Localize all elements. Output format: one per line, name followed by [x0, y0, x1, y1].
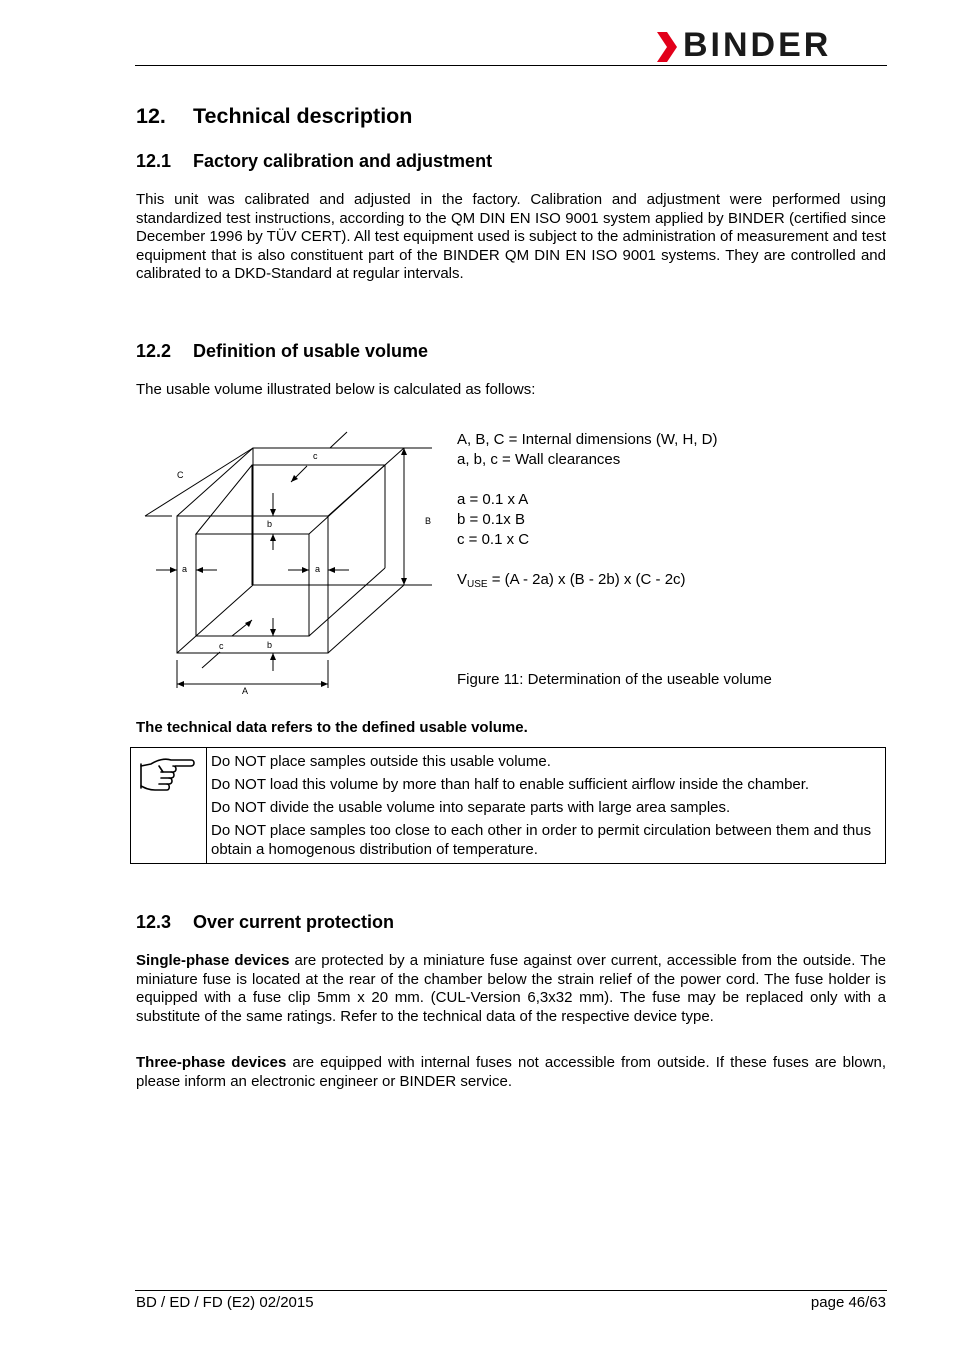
- section-12-3-heading: 12.3 Over current protection: [136, 912, 395, 932]
- legend-internal-dimensions: A, B, C = Internal dimensions (W, H, D): [457, 431, 718, 448]
- chapter-heading: 12. Technical description: [136, 104, 413, 128]
- section-12-1-heading: 12.1 Factory calibration and adjustment: [136, 151, 493, 171]
- dim-label-A: A: [242, 686, 249, 696]
- note-item: Do NOT place samples outside this usable volume.: [211, 753, 551, 770]
- legend-b-formula: b = 0.1x B: [457, 511, 525, 528]
- usable-volume-diagram: [142, 428, 442, 703]
- footer-doc-id: BD / ED / FD (E2) 02/2015: [136, 1294, 314, 1311]
- single-phase-paragraph: Single-phase devices are protected by a miniature fuse against over current, accessible from the outside. The miniature fuse is located at the rear of the chamber below the strain relief of the power cord. The fuse holder is equipped with a fuse clip 5mm x 20 mm. (CUL-Version 6,3x32 mm). The fuse may be replaced only with a substitute of the same ratings. Refer to the technical data of the respective device type.: [136, 952, 886, 1025]
- legend-vuse-formula: $V_{USE} = (A - 2a)$ x (B - 2b) x (C - 2c): [457, 571, 686, 590]
- usable-volume-bold-note: The technical data refers to the defined usable volume.: [136, 719, 528, 736]
- brand-name: BINDER: [683, 26, 832, 64]
- dim-label-a-left: a: [182, 564, 188, 574]
- footer-page-number: page 46/63: [810, 1294, 886, 1311]
- legend-c-formula: c = 0.1 x C: [457, 531, 530, 548]
- binder-logo-mark-icon: [655, 30, 681, 64]
- dim-label-b-bottom: b: [267, 640, 273, 650]
- three-phase-paragraph: Three-phase devices are equipped with internal fuses not accessible from outside. If these fuses are blown, please inform an electronic engineer or BINDER service.: [136, 1054, 886, 1090]
- pointing-hand-icon: [137, 754, 197, 798]
- dim-label-c-top: c: [313, 451, 318, 461]
- note-item: Do NOT place samples too close to each other in order to permit circulation between them and thus obtain a homogenous distribution of temperature.: [211, 822, 872, 858]
- dim-label-B: B: [425, 516, 432, 526]
- legend-a-formula: a = 0.1 x A: [457, 491, 529, 508]
- note-item: Do NOT load this volume by more than half to enable sufficient airflow inside the chamber.: [211, 776, 810, 793]
- dim-label-b-top: b: [267, 519, 273, 529]
- note-icon-cell: [131, 748, 207, 863]
- note-item: Do NOT divide the usable volume into separate parts with large area samples.: [211, 799, 731, 816]
- footer-rule: [135, 1290, 887, 1291]
- legend-wall-clearances: a, b, c = Wall clearances: [457, 451, 621, 468]
- dim-label-a-right: a: [315, 564, 321, 574]
- dim-label-c-bottom: c: [219, 641, 224, 651]
- header-rule: [135, 65, 887, 66]
- usable-volume-intro: The usable volume illustrated below is calculated as follows:: [136, 381, 536, 398]
- section-12-1-body: This unit was calibrated and adjusted in the factory. Calibration and adjustment were performed using standardized test instructions, according to the QM DIN EN ISO 9001 system applied by BINDER (certified since December 1996 by TÜV CERT). All test equipment used is subject to the administration of measurement and test equipment that is also constituent part of the BINDER QM DIN EN ISO 9001 systems. They are controlled and calibrated to a DKD-Standard at regular intervals.: [136, 191, 886, 283]
- figure-caption: Figure 11: Determination of the useable volume: [457, 671, 772, 688]
- section-12-2-heading: 12.2 Definition of usable volume: [136, 341, 429, 361]
- note-text: [211, 752, 881, 863]
- note-box: [130, 747, 886, 864]
- dim-label-C: C: [177, 470, 184, 480]
- binder-logo: [655, 26, 887, 64]
